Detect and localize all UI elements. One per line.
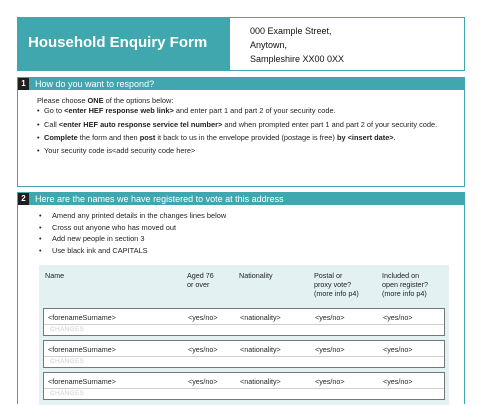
address-line-3: Sampleshire XX00 0XX bbox=[250, 54, 345, 64]
address-line-1: 000 Example Street, bbox=[250, 26, 332, 36]
postal-cell: <yes/no> bbox=[315, 377, 345, 386]
name-cell: <forenameSurname> bbox=[48, 313, 116, 322]
postal-cell: <yes/no> bbox=[315, 313, 345, 322]
aged-cell: <yes/no> bbox=[188, 313, 218, 322]
intro-text: Please choose ONE of the options below: bbox=[37, 96, 174, 105]
address-block bbox=[250, 24, 344, 66]
section-number: 2 bbox=[18, 193, 29, 205]
table-row[interactable] bbox=[43, 372, 445, 400]
security-code-text: • Your security code is<add security code here> bbox=[37, 146, 457, 155]
name-cell: <forenameSurname> bbox=[48, 377, 116, 386]
aged-cell: <yes/no> bbox=[188, 345, 218, 354]
changes-divider bbox=[44, 324, 444, 325]
open-register-cell: <yes/no> bbox=[383, 377, 413, 386]
col-header-nationality: Nationality bbox=[239, 271, 273, 280]
changes-field[interactable]: CHANGES bbox=[50, 390, 85, 397]
open-register-cell: <yes/no> bbox=[383, 345, 413, 354]
registered-instructions bbox=[37, 210, 226, 256]
section-registered-names bbox=[17, 192, 465, 404]
open-register-cell: <yes/no> bbox=[383, 313, 413, 322]
changes-field[interactable]: CHANGES bbox=[50, 358, 85, 365]
table-row[interactable] bbox=[43, 340, 445, 368]
instruction-item: • Amend any printed details in the changes lines below bbox=[37, 210, 226, 222]
section-header-bar bbox=[18, 78, 464, 90]
response-options bbox=[37, 106, 457, 155]
changes-divider bbox=[44, 356, 444, 357]
postal-cell: <yes/no> bbox=[315, 345, 345, 354]
col-header-aged: Aged 76 or over bbox=[187, 271, 214, 290]
table-row[interactable] bbox=[43, 308, 445, 336]
form-header bbox=[17, 17, 465, 71]
instruction-item: • Add new people in section 3 bbox=[37, 233, 226, 245]
section-title: How do you want to respond? bbox=[35, 79, 155, 89]
col-header-postal: Postal or proxy vote? (more info p4) bbox=[314, 271, 359, 299]
section-header-bar bbox=[18, 193, 464, 205]
aged-cell: <yes/no> bbox=[188, 377, 218, 386]
section-title: Here are the names we have registered to vote at this address bbox=[35, 194, 284, 204]
instruction-item: • Cross out anyone who has moved out bbox=[37, 222, 226, 234]
section-number: 1 bbox=[18, 78, 29, 90]
option-phone: • Call <enter HEF auto response service tel number> and when prompted enter part 1 and part 2 of your security code. bbox=[37, 120, 457, 129]
col-header-open-register: Included on open register? (more info p4) bbox=[382, 271, 428, 299]
address-line-2: Anytown, bbox=[250, 40, 288, 50]
option-web: • Go to <enter HEF response web link> and enter part 1 and part 2 of your security code. bbox=[37, 106, 457, 115]
nationality-cell: <nationality> bbox=[240, 313, 281, 322]
nationality-cell: <nationality> bbox=[240, 345, 281, 354]
instruction-item: • Use black ink and CAPITALS bbox=[37, 245, 226, 257]
col-header-name: Name bbox=[45, 271, 65, 280]
changes-field[interactable]: CHANGES bbox=[50, 326, 85, 333]
section-respond bbox=[17, 77, 465, 187]
voter-table bbox=[39, 265, 449, 405]
changes-divider bbox=[44, 388, 444, 389]
title-band bbox=[18, 18, 230, 70]
option-post: • Complete the form and then post it back to us in the envelope provided (postage is free) by <insert date>. bbox=[37, 133, 457, 142]
form-title: Household Enquiry Form bbox=[28, 34, 208, 51]
name-cell: <forenameSurname> bbox=[48, 345, 116, 354]
response-instructions bbox=[37, 96, 457, 159]
instruction-list bbox=[37, 210, 226, 256]
nationality-cell: <nationality> bbox=[240, 377, 281, 386]
